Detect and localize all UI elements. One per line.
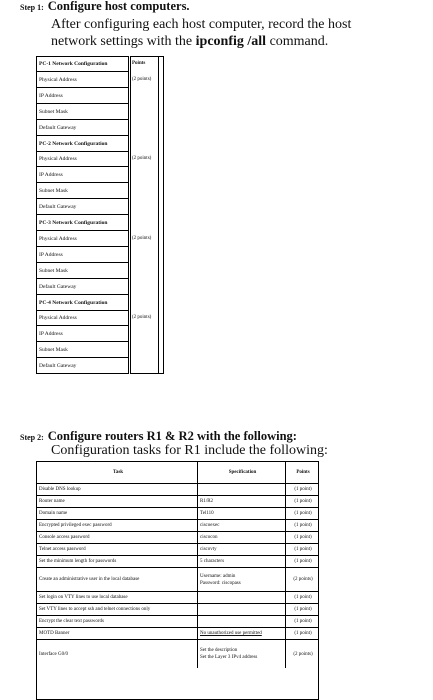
config-table-row <box>37 604 318 616</box>
task-cell: Set the minimum length for passwords <box>39 559 117 564</box>
specification-line: Set the Layer 3 IPv4 address <box>200 655 258 660</box>
config-table-row <box>37 520 318 532</box>
points-cell: (1 point) <box>285 556 318 567</box>
specification-cell <box>197 568 285 591</box>
pc-network-config-table <box>36 56 152 374</box>
specification-text: ciscovty <box>200 547 217 552</box>
config-table-row <box>37 616 318 628</box>
specification-cell <box>197 592 285 603</box>
specification-cell <box>197 532 285 543</box>
pc-config-label: Physical Address <box>39 76 77 83</box>
config-table-row <box>37 592 318 604</box>
task-cell: Disable DNS lookup <box>39 487 81 492</box>
pc-config-row <box>37 232 128 247</box>
router-config-table <box>36 461 319 700</box>
points-column-header: Points <box>285 462 318 483</box>
pc-config-label: Default Gateway <box>39 283 77 290</box>
specification-line: Username: admin <box>200 573 236 579</box>
points-cell: (1 point) <box>285 496 318 507</box>
config-table-row <box>37 496 318 508</box>
pc-config-row <box>37 184 128 199</box>
specification-text: R1/R2 <box>200 499 214 504</box>
task-cell: MOTD Banner <box>39 631 70 636</box>
points-column-divider <box>158 56 159 374</box>
points-cell: (2 points) <box>285 568 318 591</box>
intro-text-pre: After configuring each host computer, record the host network settings with the <box>51 17 352 49</box>
task-cell: Set login on VTY lines to use local database <box>39 595 128 600</box>
pc-section-points: (2 points) <box>132 315 152 321</box>
specification-text: Tel110 <box>200 511 214 516</box>
pc-config-label: IP Address <box>39 172 63 179</box>
specification-cell <box>197 544 285 555</box>
points-cell: (2 points) <box>285 640 318 668</box>
points-top-border <box>130 56 164 57</box>
specification-cell <box>197 604 285 615</box>
config-table-row <box>37 556 318 568</box>
points-cell: (1 point) <box>285 484 318 495</box>
pc-config-label: Subnet Mask <box>39 347 68 354</box>
specification-cell <box>197 628 285 639</box>
config-table-row <box>37 508 318 520</box>
pc-section-header <box>37 57 128 72</box>
pc-section-title: PC-2 Network Configuration <box>39 140 108 147</box>
points-cell: (1 point) <box>285 508 318 519</box>
task-cell: Interface G0/0 <box>39 651 69 657</box>
pc-section-points: (2 points) <box>132 76 152 82</box>
pc-config-row <box>37 200 128 215</box>
step1-instructions <box>51 16 371 50</box>
specification-text: No unauthorized use permitted <box>200 631 262 636</box>
pc-config-row <box>37 89 128 104</box>
points-cell: (1 point) <box>285 544 318 555</box>
points-cell: (1 point) <box>285 616 318 627</box>
task-cell: Domain name <box>39 511 68 516</box>
specification-cell <box>197 640 285 668</box>
pc-section-title: PC-3 Network Configuration <box>39 220 108 226</box>
config-table-row <box>37 628 318 640</box>
step1-label: Step 1: <box>20 3 44 12</box>
pc-config-row <box>37 105 128 120</box>
points-cell: (1 point) <box>285 604 318 615</box>
step1-title: Configure host computers. <box>47 0 190 13</box>
specification-cell <box>197 496 285 507</box>
pc-config-row <box>37 264 128 279</box>
specification-cell <box>197 520 285 531</box>
pc-section-header <box>37 216 128 231</box>
pc-config-label: Subnet Mask <box>39 188 68 195</box>
intro-command: ipconfig /all <box>195 34 267 49</box>
pc-config-label: Physical Address <box>39 315 77 322</box>
pc-config-row <box>37 152 128 167</box>
points-bottom-border <box>130 373 164 374</box>
step2-instructions: Configuration tasks for R1 include the following: <box>51 443 328 458</box>
pc-config-label: IP Address <box>39 251 63 258</box>
points-cell: (1 point) <box>285 532 318 543</box>
intro-text-post: command. <box>266 34 329 49</box>
points-cell: (1 point) <box>285 592 318 603</box>
pc-section-points: (2 points) <box>132 235 152 241</box>
pc-section-title: PC-4 Network Configuration <box>39 299 108 306</box>
points-cell: (1 point) <box>285 520 318 531</box>
task-cell: Encrypted privileged exec password <box>39 523 112 528</box>
task-column-header: Task <box>112 470 124 475</box>
specification-cell <box>197 484 285 495</box>
pc-config-row <box>37 327 128 342</box>
specification-text: ciscoexec <box>200 523 220 528</box>
step2-label: Step 2: <box>20 433 44 442</box>
config-table-row <box>37 544 318 556</box>
task-cell: Set VTY lines to accept ssh and telnet connections only <box>39 607 151 612</box>
pc-config-label: Physical Address <box>39 235 77 242</box>
pc-config-label: Physical Address <box>39 156 77 163</box>
pc-config-row <box>37 343 128 358</box>
config-table-row <box>37 568 318 592</box>
config-table-row <box>37 484 318 496</box>
task-cell: Create an administrative user in the local database <box>39 577 140 582</box>
points-cell: (1 point) <box>285 628 318 639</box>
task-cell: Telnet access password <box>39 547 86 552</box>
step2-title: Configure routers R1 & R2 with the following: <box>47 429 297 443</box>
pc-section-header <box>37 137 128 152</box>
pc-config-label: IP Address <box>39 92 63 99</box>
specification-cell <box>197 616 285 627</box>
step1-heading <box>20 0 190 15</box>
pc-config-row <box>37 73 128 88</box>
pc-section-title: PC-1 Network Configuration <box>39 61 108 67</box>
specification-line: Set the description <box>200 648 238 653</box>
pc-config-row <box>37 248 128 263</box>
specification-cell <box>197 556 285 567</box>
pc-config-row <box>37 121 128 136</box>
points-column-header: Points <box>132 61 146 66</box>
pc-config-label: Subnet Mask <box>39 267 68 274</box>
specification-cell <box>197 508 285 519</box>
points-column-border <box>163 56 164 374</box>
pc-config-row <box>37 168 128 183</box>
specification-line: Password: ciscopass <box>200 580 241 586</box>
pc-config-label: Subnet Mask <box>39 108 68 115</box>
pc-config-row <box>37 311 128 326</box>
pc-config-label: Default Gateway <box>39 204 77 211</box>
config-table-row <box>37 640 318 668</box>
pc-config-row <box>37 359 128 374</box>
task-cell: Router name <box>39 499 65 504</box>
config-table-header <box>37 462 318 484</box>
pc-config-label: Default Gateway <box>39 124 77 131</box>
pc-config-label: Default Gateway <box>39 363 77 370</box>
specification-text: ciscocon <box>200 535 218 540</box>
specification-column-header: Specification <box>197 462 285 483</box>
pc-config-row <box>37 280 128 295</box>
task-cell: Console access password <box>39 535 90 540</box>
pc-config-label: IP Address <box>39 331 63 338</box>
pc-section-header <box>37 296 128 311</box>
pc-section-points: (2 points) <box>132 156 152 162</box>
task-cell: Encrypt the clear text passwords <box>39 619 104 624</box>
specification-text: 5 characters <box>200 559 225 564</box>
config-table-row <box>37 532 318 544</box>
